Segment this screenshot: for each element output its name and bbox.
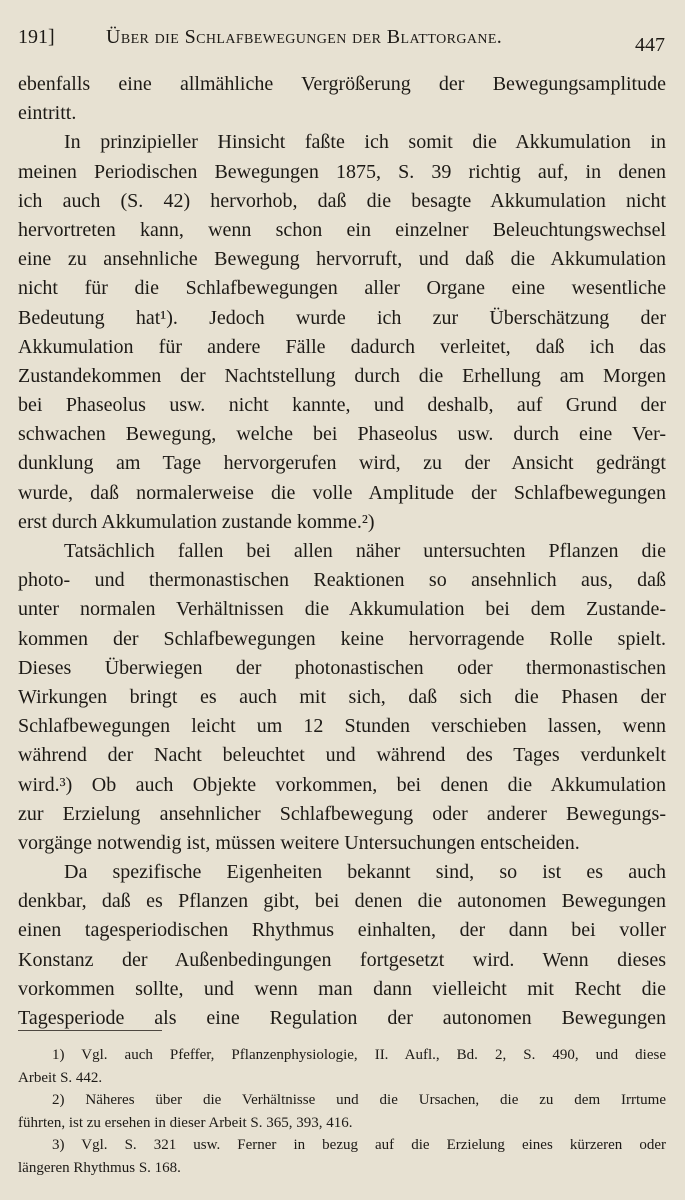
text-line: während der Nacht beleuchtet und während des Tages verdunkelt (18, 744, 666, 767)
section-number: 191] (18, 26, 55, 48)
body-text (18, 70, 666, 1033)
text-line: In prinzipieller Hinsicht faßte ich somit die Akkumulation in (64, 131, 666, 154)
footnote-line: 1) Vgl. auch Pfeffer, Pflanzenphysiologie, II. Aufl., Bd. 2, S. 490, und diese (52, 1047, 666, 1063)
footnote-line: 3) Vgl. S. 321 usw. Ferner in bezug auf die Erzielung eines kürzeren oder (52, 1137, 666, 1154)
page-number: 447 (635, 34, 665, 56)
text-line: denkbar, daß es Pflanzen gibt, bei denen die autonomen Bewegungen (18, 890, 666, 913)
text-line: wurde, daß normalerweise die volle Amplitude der Schlafbewegungen (18, 481, 666, 504)
running-title: Über die Schlafbewegungen der Blattorgane. (106, 26, 503, 48)
text-line: vorgänge notwendig ist, müssen weitere Untersuchungen entscheiden. (18, 831, 580, 854)
text-line: hervortreten kann, wenn schon ein einzelner Beleuchtungswechsel (18, 218, 666, 241)
footnote-line: 2) Näheres über die Verhältnisse und die Ursachen, die zu dem Irrtume (52, 1092, 666, 1109)
text-line: eintritt. (18, 102, 77, 125)
text-line: dunklung am Tage hervorgerufen wird, zu der Ansicht gedrängt (18, 452, 666, 475)
text-line: Akkumulation für andere Fälle dadurch verleitet, daß ich das (18, 335, 666, 358)
text-line: wird.³) Ob auch Objekte vorkommen, bei denen die Akkumulation (18, 773, 666, 796)
text-line: einen tagesperiodischen Rhythmus einhalten, der dann bei voller (18, 919, 666, 942)
text-line: kommen der Schlafbewegungen keine hervorragende Rolle spielt. (18, 627, 666, 650)
text-line: bei Phaseolus usw. nicht kannte, und deshalb, auf Grund der (18, 394, 666, 417)
footnote-line: längeren Rhythmus S. 168. (18, 1159, 181, 1176)
footnotes (18, 1044, 666, 1180)
text-line: Zustandekommen der Nachtstellung durch die Erhellung am Morgen (18, 364, 666, 387)
text-line: unter normalen Verhältnissen die Akkumulation bei dem Zustande- (18, 598, 666, 621)
text-line: vorkommen sollte, und wenn man dann vielleicht mit Recht die (18, 977, 666, 1000)
footnote-line: Arbeit S. 442. (18, 1069, 103, 1086)
text-line: Dieses Überwiegen der photonastischen oder thermonastischen (18, 656, 666, 679)
text-line: Schlafbewegungen leicht um 12 Stunden verschieben lassen, wenn (18, 715, 666, 738)
text-line: meinen Periodischen Bewegungen 1875, S. 39 richtig auf, in denen (18, 160, 666, 183)
text-line: Bedeutung hat¹). Jedoch wurde ich zur Überschätzung der (18, 306, 666, 329)
text-line: photo- und thermonastischen Reaktionen so ansehnlich aus, daß (18, 569, 666, 592)
text-line: Konstanz der Außenbedingungen fortgesetzt wird. Wenn dieses (18, 948, 666, 971)
text-line: ebenfalls eine allmähliche Vergrößerung der Bewegungsamplitude (18, 73, 666, 95)
text-line: schwachen Bewegung, welche bei Phaseolus usw. durch eine Ver- (18, 423, 666, 446)
text-line: zur Erzielung ansehnlicher Schlafbewegung oder anderer Bewegungs- (18, 802, 666, 825)
text-line: Tagesperiode als eine Regulation der autonomen Bewegungen (18, 1007, 666, 1029)
running-header (18, 24, 665, 56)
text-line: nicht für die Schlafbewegungen aller Organe eine wesentliche (18, 277, 666, 300)
text-line: eine zu ansehnliche Bewegung hervorruft, und daß die Akkumulation (18, 248, 666, 271)
text-line: Tatsächlich fallen bei allen näher untersuchten Pflanzen die (64, 540, 666, 562)
footnote-divider (18, 1030, 162, 1031)
text-line: Wirkungen bringt es auch mit sich, daß sich die Phasen der (18, 685, 666, 708)
text-line: erst durch Akkumulation zustande komme.²) (18, 510, 375, 533)
footnote-line: führten, ist zu ersehen in dieser Arbeit S. 365, 393, 416. (18, 1114, 353, 1131)
text-line: ich auch (S. 42) hervorhob, daß die besagte Akkumulation nicht (18, 189, 666, 212)
text-line: Da spezifische Eigenheiten bekannt sind, so ist es auch (64, 861, 666, 884)
